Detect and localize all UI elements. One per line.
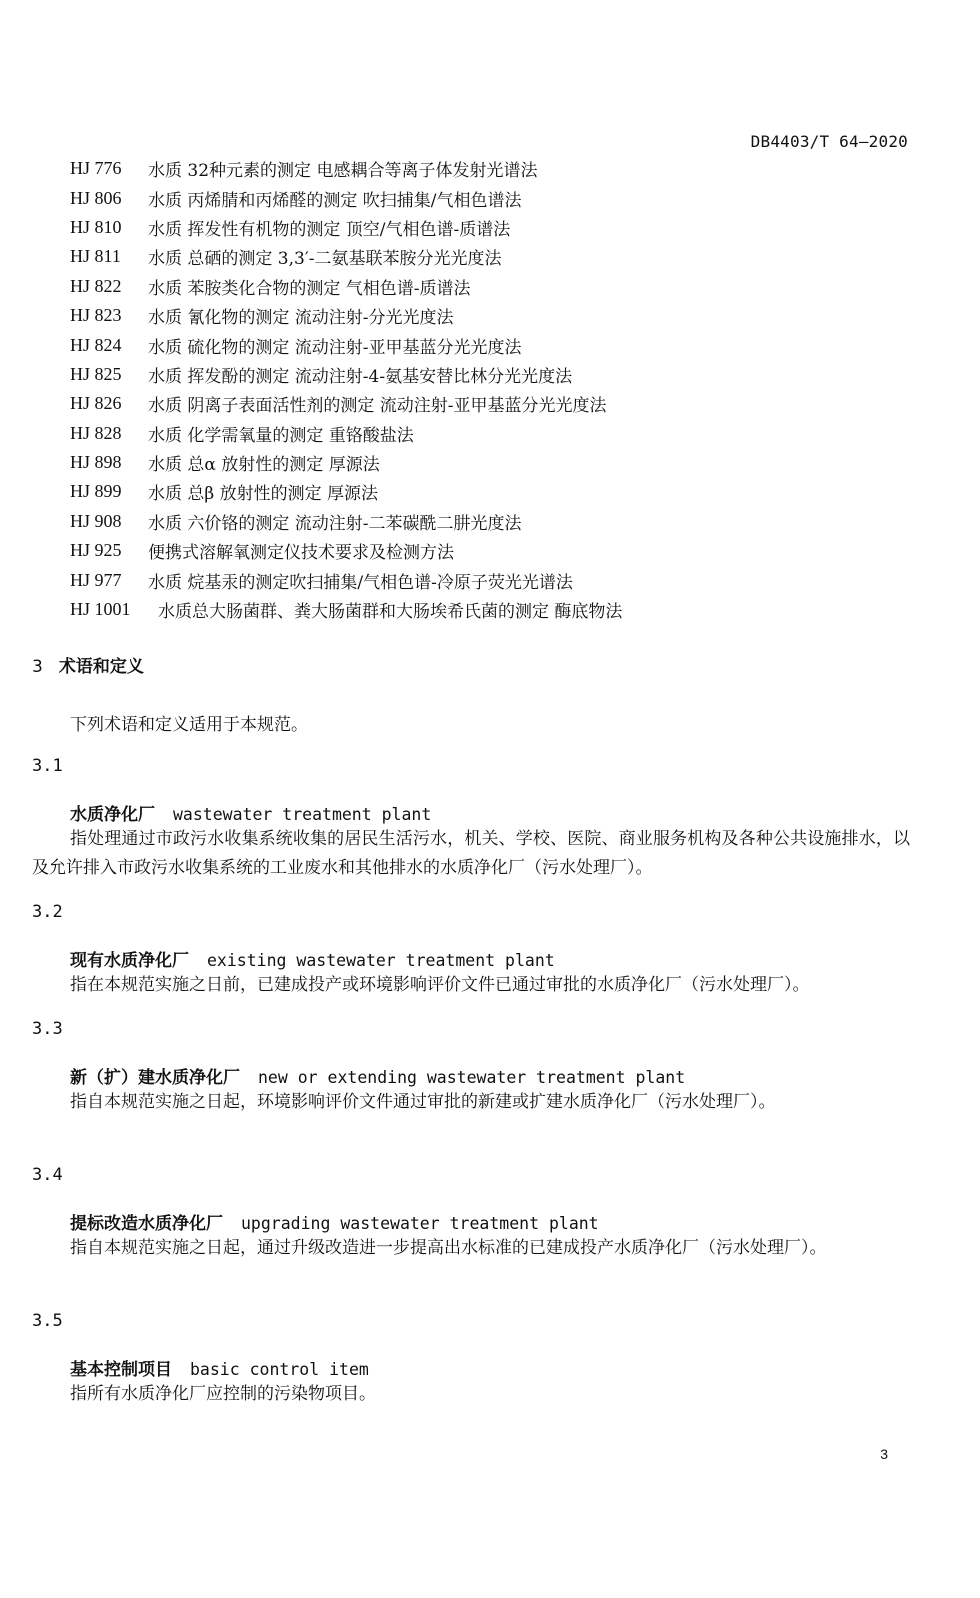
reference-title: 水质 总β 放射性的测定 厚源法: [148, 484, 379, 505]
reference-title: 水质 总硒的测定 3,3′-二氨基联苯胺分光光度法: [148, 249, 502, 270]
reference-code: HJ 899: [70, 481, 122, 502]
clause-number: 3.4: [32, 1165, 63, 1185]
reference-title: 水质 硫化物的测定 流动注射-亚甲基蓝分光光度法: [148, 337, 522, 358]
term-english: upgrading wastewater treatment plant: [241, 1214, 599, 1233]
term-english: new or extending wastewater treatment plant: [258, 1068, 686, 1087]
reference-title: 水质 化学需氧量的测定 重铬酸盐法: [148, 425, 414, 446]
reference-code: HJ 826: [70, 393, 122, 414]
reference-title: 水质 总α 放射性的测定 厚源法: [148, 455, 380, 476]
term-chinese: 新（扩）建水质净化厂: [70, 1068, 240, 1088]
term-english: basic control item: [190, 1360, 369, 1379]
reference-item: [70, 595, 930, 624]
term-definition: 指自本规范实施之日起，通过升级改造进一步提高出水标准的已建成投产水质净化厂（污水处理厂）。: [70, 1238, 827, 1258]
clause-number: 3.3: [32, 1019, 63, 1039]
reference-title: 水质总大肠菌群、粪大肠菌群和大肠埃希氏菌的测定 酶底物法: [158, 602, 623, 623]
reference-title: 水质 挥发酚的测定 流动注射-4-氨基安替比林分光光度法: [148, 366, 573, 387]
term-english: wastewater treatment plant: [173, 805, 432, 824]
reference-code: HJ 898: [70, 452, 122, 473]
reference-code: HJ 828: [70, 422, 122, 443]
reference-code: HJ 908: [70, 510, 122, 531]
term-heading: [70, 946, 555, 971]
term-chinese: 现有水质净化厂: [70, 951, 189, 971]
reference-item: [70, 213, 930, 242]
reference-item: [70, 565, 930, 594]
reference-code: HJ 824: [70, 334, 122, 355]
reference-code: HJ 825: [70, 363, 122, 384]
reference-title: 水质 32种元素的测定 电感耦合等离子体发射光谱法: [148, 161, 538, 182]
reference-title: 便携式溶解氧测定仪技术要求及检测方法: [148, 543, 454, 564]
term-definition: 指自本规范实施之日起，环境影响评价文件通过审批的新建或扩建水质净化厂（污水处理厂）。: [70, 1092, 776, 1112]
reference-code: HJ 806: [70, 187, 122, 208]
reference-title: 水质 六价铬的测定 流动注射-二苯碳酰二肼光度法: [148, 513, 522, 534]
term-heading: [70, 1063, 685, 1088]
section-title: 术语和定义: [58, 657, 144, 677]
reference-code: HJ 822: [70, 275, 122, 296]
term-definition: 指处理通过市政污水收集系统收集的居民生活污水，机关、学校、医院、商业服务机构及各种公共设施排水，以及允许排入市政污水收集系统的工业废水和其他排水的水质净化厂（污水处理厂）。: [32, 829, 910, 878]
term-chinese: 基本控制项目: [70, 1360, 172, 1380]
reference-code: HJ 811: [70, 246, 121, 267]
reference-code: HJ 776: [70, 158, 122, 179]
reference-title: 水质 挥发性有机物的测定 顶空/气相色谱-质谱法: [148, 219, 511, 240]
reference-title: 水质 阴离子表面活性剂的测定 流动注射-亚甲基蓝分光光度法: [148, 396, 607, 417]
reference-title: 水质 丙烯腈和丙烯醛的测定 吹扫捕集/气相色谱法: [148, 190, 522, 211]
reference-title: 水质 氰化物的测定 流动注射-分光光度法: [148, 308, 454, 329]
term-chinese: 提标改造水质净化厂: [70, 1214, 223, 1234]
normative-references-list: [70, 154, 930, 624]
section-number: 3: [32, 657, 43, 677]
clause-number: 3.2: [32, 902, 63, 922]
document-code: DB4403/T 64—2020: [750, 132, 908, 151]
reference-code: HJ 823: [70, 305, 122, 326]
reference-item: [70, 448, 930, 477]
reference-item: [70, 272, 930, 301]
reference-item: [70, 507, 930, 536]
term-heading: [70, 1209, 599, 1234]
clause-number: 3.1: [32, 756, 63, 776]
reference-code: HJ 977: [70, 569, 122, 590]
term-definition: 指在本规范实施之日前，已建成投产或环境影响评价文件已通过审批的水质净化厂（污水处理厂）。: [70, 975, 810, 995]
reference-title: 水质 苯胺类化合物的测定 气相色谱-质谱法: [148, 278, 471, 299]
reference-title: 水质 烷基汞的测定吹扫捕集/气相色谱-冷原子荧光光谱法: [148, 572, 573, 593]
clause-number: 3.5: [32, 1311, 63, 1331]
term-english: existing wastewater treatment plant: [207, 951, 555, 970]
reference-code: HJ 810: [70, 216, 122, 237]
term-heading: [70, 1355, 369, 1380]
reference-item: [70, 183, 930, 212]
reference-item: [70, 419, 930, 448]
reference-item: [70, 330, 930, 359]
reference-item: [70, 477, 930, 506]
section-heading: [32, 652, 144, 677]
reference-item: [70, 389, 930, 418]
reference-item: [70, 242, 930, 271]
reference-item: [70, 536, 930, 565]
term-heading: [70, 800, 431, 825]
page-number: 3: [880, 1446, 888, 1462]
reference-item: [70, 154, 930, 183]
reference-item: [70, 360, 930, 389]
reference-code: HJ 925: [70, 540, 122, 561]
term-definition: 指所有水质净化厂应控制的污染物项目。: [70, 1384, 376, 1404]
term-chinese: 水质净化厂: [70, 805, 155, 825]
reference-item: [70, 301, 930, 330]
section-intro: 下列术语和定义适用于本规范。: [70, 715, 308, 735]
reference-code: HJ 1001: [70, 599, 131, 620]
